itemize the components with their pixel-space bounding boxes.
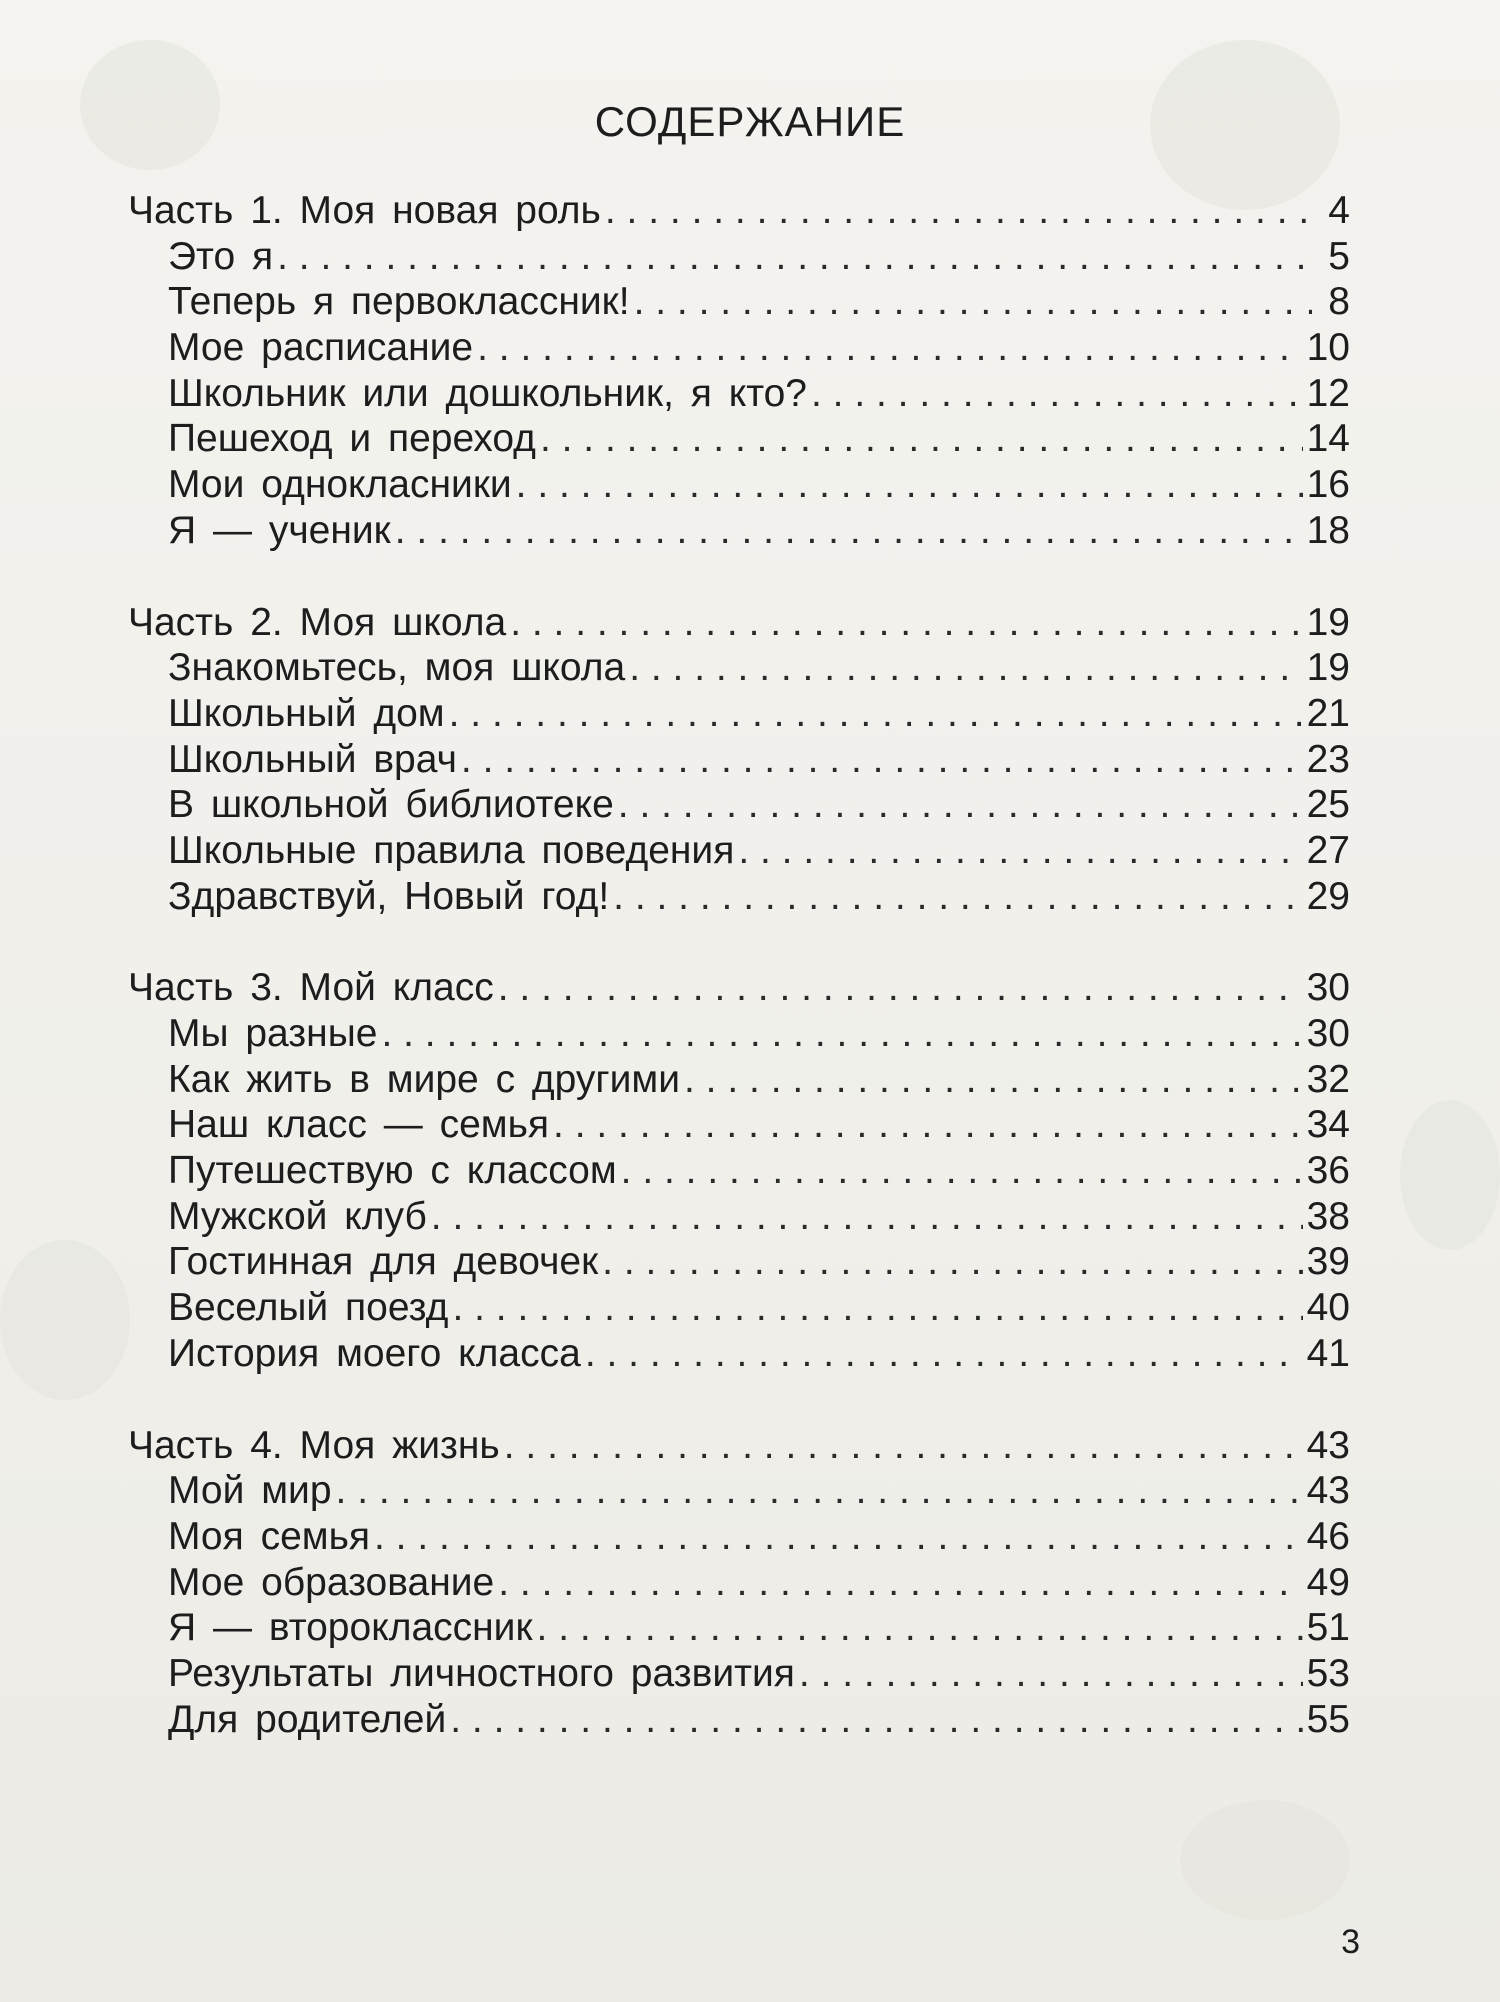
dot-leader: [540, 416, 1303, 462]
dot-leader: [621, 1148, 1303, 1194]
entry-label: Здравствуй, Новый год!: [168, 874, 610, 918]
dot-leader: [738, 828, 1302, 874]
dot-leader: [374, 1514, 1303, 1560]
show-through-illustration: [1180, 1800, 1350, 1920]
toc-section: [128, 188, 1350, 554]
entry-page-number: 5: [1328, 234, 1350, 278]
toc-entry[interactable]: [128, 1331, 1350, 1377]
dot-leader: [553, 1102, 1303, 1148]
toc-entry[interactable]: [128, 234, 1350, 280]
entry-label: Школьный врач: [168, 737, 457, 781]
entry-label: Мы разные: [168, 1012, 378, 1055]
dot-leader: [395, 508, 1303, 554]
part-heading-label: Часть 1. Моя новая роль: [128, 189, 601, 232]
toc-entry[interactable]: [128, 828, 1350, 874]
entry-page-number: 53: [1306, 1651, 1350, 1695]
entry-label: Моя семья: [168, 1514, 371, 1558]
toc-entry[interactable]: [128, 1285, 1350, 1331]
entry-label: Школьные правила поведения: [168, 828, 735, 872]
page-number: 3: [1341, 1923, 1360, 1961]
show-through-illustration: [1400, 1100, 1500, 1250]
entry-page-number: 29: [1306, 874, 1350, 918]
entry-label: Наш класс — семья: [168, 1103, 550, 1147]
dot-leader: [450, 1697, 1302, 1743]
dot-leader: [602, 1239, 1302, 1285]
toc-entry[interactable]: [128, 1697, 1350, 1743]
dot-leader: [629, 645, 1302, 691]
entry-page-number: 30: [1306, 1012, 1350, 1055]
toc-entry[interactable]: [128, 782, 1350, 828]
show-through-illustration: [0, 1240, 130, 1400]
toc-entry[interactable]: [128, 462, 1350, 508]
entry-page-number: 34: [1306, 1103, 1350, 1147]
entry-page-number: 30: [1306, 966, 1350, 1010]
part-heading-label: Часть 2. Моя школа: [128, 600, 507, 644]
entry-page-number: 43: [1306, 1469, 1350, 1513]
entry-page-number: 39: [1306, 1240, 1350, 1284]
dot-leader: [613, 874, 1302, 920]
entry-label: Я — ученик: [168, 508, 391, 552]
page-title: СОДЕРЖАНИЕ: [594, 98, 906, 145]
dot-leader: [811, 371, 1303, 417]
entry-label: Мои однокласники: [168, 463, 512, 507]
entry-page-number: 12: [1306, 371, 1350, 415]
entry-page-number: 25: [1306, 783, 1350, 827]
entry-page-number: 10: [1306, 326, 1350, 370]
entry-label: Мое расписание: [168, 326, 474, 370]
entry-label: Школьный дом: [168, 691, 445, 735]
dot-leader: [452, 1285, 1302, 1331]
entry-label: Мужской клуб: [168, 1194, 427, 1238]
entry-label: Результаты личностного развития: [168, 1651, 795, 1695]
entry-label: Школьник или дошкольник, я кто?: [168, 371, 807, 415]
toc-section: [128, 600, 1350, 920]
entry-page-number: 19: [1306, 646, 1350, 690]
entry-page-number: 23: [1306, 737, 1350, 781]
entry-page-number: 40: [1306, 1286, 1350, 1330]
table-of-contents: [128, 188, 1350, 1788]
entry-label: Мой мир: [168, 1469, 332, 1513]
toc-entry[interactable]: [128, 1468, 1350, 1514]
dot-leader: [516, 462, 1303, 508]
toc-entry[interactable]: [128, 371, 1350, 417]
toc-entry[interactable]: [128, 737, 1350, 783]
toc-entry[interactable]: [128, 874, 1350, 920]
toc-entry[interactable]: [128, 416, 1350, 462]
entry-page-number: 36: [1306, 1149, 1350, 1193]
entry-label: Мое образование: [168, 1560, 495, 1604]
toc-entry[interactable]: [128, 279, 1350, 325]
entry-label: Путешествую с классом: [168, 1149, 617, 1193]
toc-entry[interactable]: [128, 691, 1350, 737]
dot-leader: [585, 1331, 1303, 1377]
dot-leader: [504, 1423, 1303, 1469]
toc-entry[interactable]: [128, 1057, 1350, 1103]
toc-section: [128, 965, 1350, 1376]
entry-label: Теперь я первоклассник!: [168, 280, 630, 324]
entry-label: Знакомьтесь, моя школа: [168, 646, 626, 690]
toc-entry[interactable]: [128, 1605, 1350, 1651]
toc-entry[interactable]: [128, 1239, 1350, 1285]
toc-entry[interactable]: [128, 1560, 1350, 1606]
toc-entry[interactable]: [128, 1514, 1350, 1560]
entry-page-number: 19: [1306, 600, 1350, 644]
entry-label: Пешеход и переход: [168, 417, 536, 461]
toc-part-heading[interactable]: [128, 600, 1350, 646]
dot-leader: [461, 737, 1303, 783]
entry-page-number: 21: [1306, 691, 1350, 735]
dot-leader: [537, 1605, 1303, 1651]
entry-label: Как жить в мире с другими: [168, 1057, 681, 1101]
entry-page-number: 16: [1306, 463, 1350, 507]
dot-leader: [498, 1560, 1302, 1606]
dot-leader: [381, 1011, 1302, 1057]
entry-label: Для родителей: [168, 1697, 447, 1741]
toc-entry[interactable]: [128, 325, 1350, 371]
entry-label: История моего класса: [168, 1331, 581, 1375]
entry-page-number: 43: [1306, 1423, 1350, 1467]
dot-leader: [277, 234, 1312, 280]
entry-label: Это я: [168, 234, 274, 278]
entry-page-number: 4: [1328, 189, 1350, 232]
entry-label: Гостинная для девочек: [168, 1240, 599, 1284]
dot-leader: [510, 600, 1302, 646]
dot-leader: [336, 1468, 1303, 1514]
toc-entry[interactable]: [128, 1011, 1350, 1057]
dot-leader: [634, 279, 1312, 325]
entry-label: Я — второклассник: [168, 1606, 533, 1650]
entry-page-number: 14: [1306, 417, 1350, 461]
dot-leader: [477, 325, 1302, 371]
entry-page-number: 49: [1306, 1560, 1350, 1604]
toc-entry[interactable]: [128, 1651, 1350, 1697]
dot-leader: [605, 188, 1312, 234]
toc-part-heading[interactable]: [128, 965, 1350, 1011]
dot-leader: [618, 782, 1303, 828]
entry-label: Веселый поезд: [168, 1286, 449, 1330]
entry-page-number: 51: [1306, 1606, 1350, 1650]
dot-leader: [498, 965, 1303, 1011]
entry-page-number: 32: [1306, 1057, 1350, 1101]
toc-section: [128, 1423, 1350, 1743]
dot-leader: [799, 1651, 1303, 1697]
part-heading-label: Часть 3. Мой класс: [128, 966, 494, 1010]
toc-entry[interactable]: [128, 1148, 1350, 1194]
toc-entry[interactable]: [128, 1194, 1350, 1240]
entry-page-number: 18: [1306, 508, 1350, 552]
toc-part-heading[interactable]: [128, 1423, 1350, 1469]
dot-leader: [684, 1057, 1303, 1103]
dot-leader: [431, 1194, 1303, 1240]
entry-page-number: 8: [1328, 280, 1350, 324]
entry-page-number: 46: [1306, 1514, 1350, 1558]
entry-page-number: 38: [1306, 1194, 1350, 1238]
entry-page-number: 27: [1306, 828, 1350, 872]
entry-page-number: 41: [1306, 1331, 1350, 1375]
toc-entry[interactable]: [128, 508, 1350, 554]
part-heading-label: Часть 4. Моя жизнь: [128, 1423, 500, 1467]
toc-part-heading[interactable]: [128, 188, 1350, 234]
entry-label: В школьной библиотеке: [168, 783, 614, 827]
toc-entry[interactable]: [128, 1102, 1350, 1148]
entry-page-number: 55: [1306, 1697, 1350, 1741]
dot-leader: [449, 691, 1303, 737]
toc-entry[interactable]: [128, 645, 1350, 691]
